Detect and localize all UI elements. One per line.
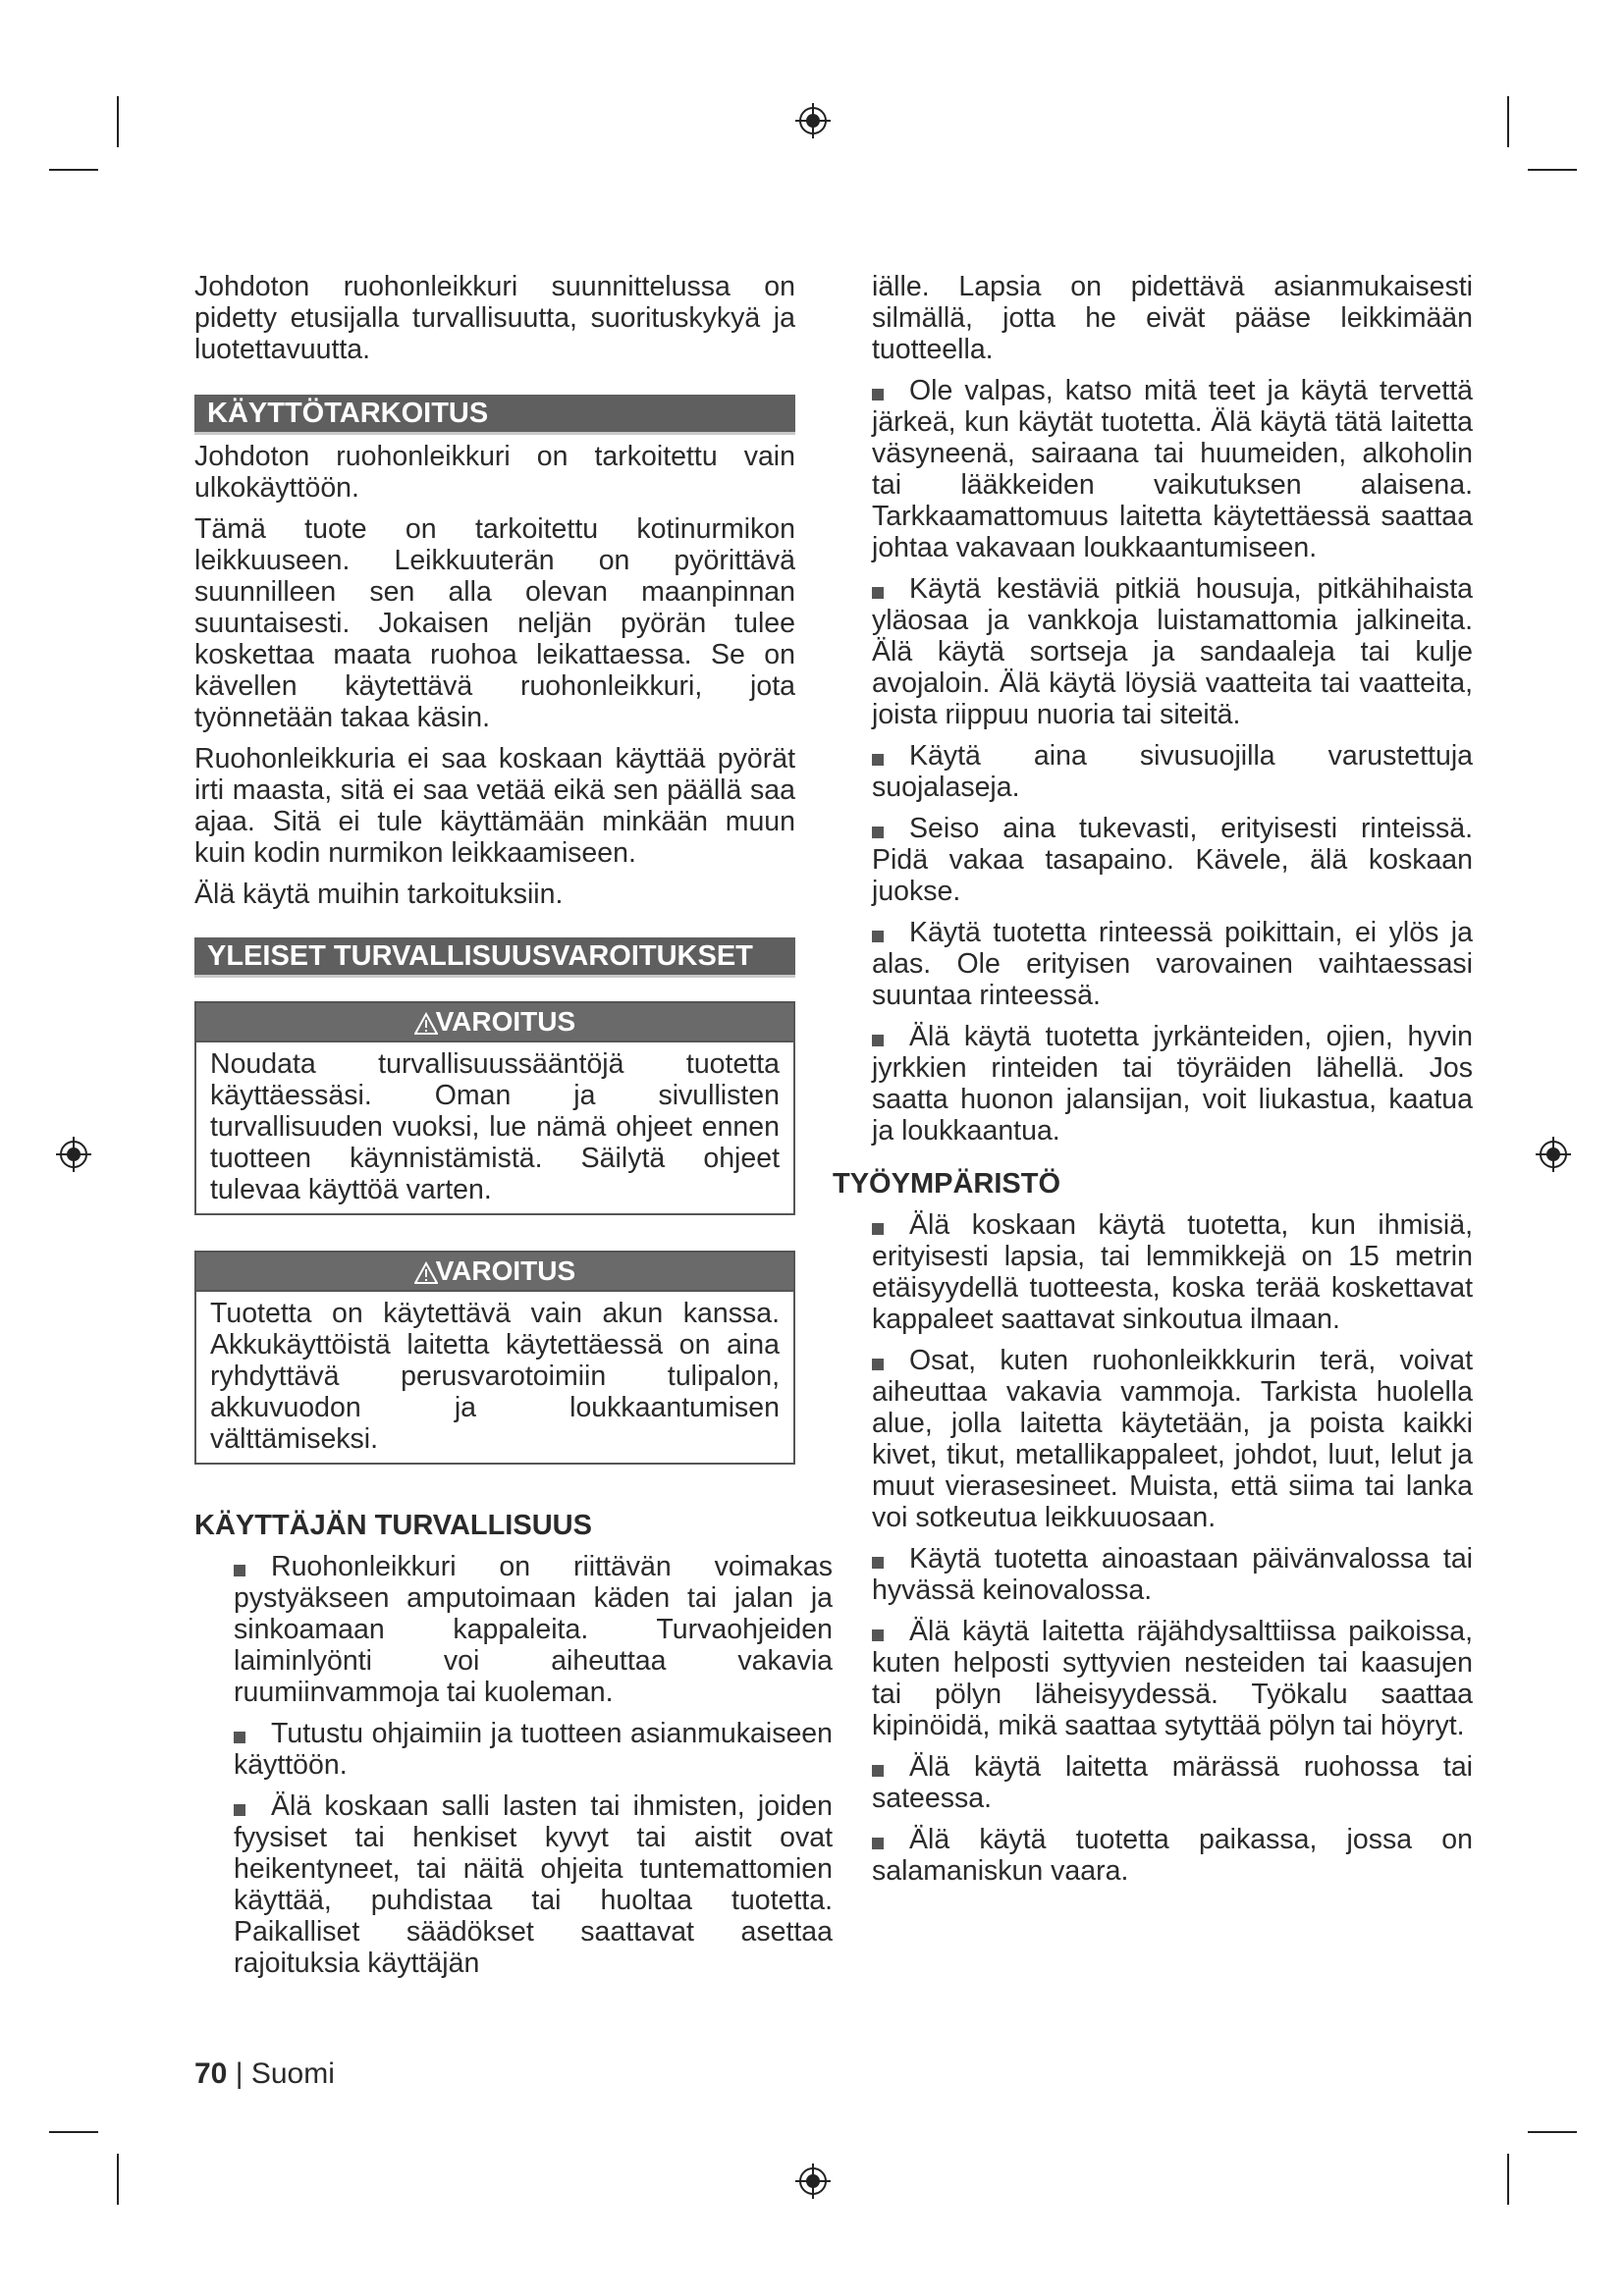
crop-mark-top-right-vertical: [1507, 96, 1509, 147]
list-item: Älä käytä laitetta märässä ruohossa tai sateessa.: [872, 1751, 1473, 1814]
work-area-list: [872, 1209, 1473, 1887]
list-item: Osat, kuten ruohonleikkkurin terä, voivat aiheuttaa vakavia vammoja. Tarkista huolella alue, jolla laitetta käytetään, ja poista kaikki kivet, tikut, metallikappaleet, johdot, luut, lelut ja muut vierasesineet. Muista, että siima tai lanka voi sotkeutua leikkuuosaan.: [872, 1345, 1473, 1533]
registration-mark-icon: [1534, 1135, 1573, 1174]
registration-mark-icon: [793, 2162, 833, 2201]
list-item: Älä käytä tuotetta jyrkänteiden, ojien, hyvin jyrkkien rinteiden tai töyräiden lähellä. Jos saatta huonon jalansijan, voit liukastua, kaatua ja loukkaantua.: [872, 1021, 1473, 1147]
page-footer: [194, 2057, 335, 2091]
left-column: [194, 271, 833, 1989]
list-item: Ruohonleikkuri on riittävän voimakas pystyäkseen amputoimaan käden tai jalan ja sinkoamaan kappaleita. Turvaohjeiden laiminlyönti voi aiheuttaa vakavia ruumiinvammoja tai kuoleman.: [234, 1551, 833, 1708]
footer-separator: |: [235, 2057, 244, 2090]
purpose-paragraph: Tämä tuote on tarkoitettu kotinurmikon leikkuuseen. Leikkuuterän on pyörittävä suunnilleen sen alla olevan maanpinnan suuntaisesti. Jokaisen neljän pyörän tulee koskettaa maata ruohoa leikattaessa. Se on kävellen käytettävä ruohonleikkuri, jota työnnetään takaa käsin.: [194, 513, 795, 733]
warning-text: Tuotetta on käytettävä vain akun kanssa. Akkukäyttöistä laitetta käytettäessä on aina ryhdyttävä perusvarotoimiin tulipalon, akkuvuodon ja loukkaantumisen välttämiseksi.: [210, 1298, 780, 1455]
crop-mark-bottom-left-vertical: [117, 2154, 119, 2205]
purpose-paragraph: Ruohonleikkuria ei saa koskaan käyttää pyörät irti maasta, sitä ei saa vetää eikä sen päällä saa ajaa. Sitä ei tule käyttämään minkään muun kuin kodin nurmikon leikkaamiseen.: [194, 743, 795, 869]
crop-mark-top-right-horizontal: [1528, 169, 1577, 171]
section-header-purpose: KÄYTTÖTARKOITUS: [194, 395, 795, 435]
list-item: Käytä aina sivusuojilla varustettuja suojalaseja.: [872, 740, 1473, 803]
list-item: Ole valpas, katso mitä teet ja käytä tervettä järkeä, kun käytät tuotetta. Älä käytä tätä laitetta väsyneenä, sairaana tai huumeiden, alkoholin tai lääkkeiden vaikutuksen alaisena. Tarkkaamattomuus laitetta käytettäessä saattaa johtaa vakavaan loukkaantumiseen.: [872, 375, 1473, 563]
warning-triangle-icon: [414, 1012, 438, 1036]
purpose-paragraph: Älä käytä muihin tarkoituksiin.: [194, 879, 564, 910]
list-item: Älä koskaan salli lasten tai ihmisten, joiden fyysiset tai henkiset kyvyt tai aistit ovat heikentyneet, tai näitä ohjeita tuntemattomien käyttää, puhdistaa tai huoltaa tuotetta. Paikalliset säädökset saattavat asettaa rajoituksia käyttäjän: [234, 1790, 833, 1979]
crop-mark-top-left-horizontal: [49, 169, 98, 171]
crop-mark-bottom-right-horizontal: [1528, 2131, 1577, 2133]
list-item: Seiso aina tukevasti, erityisesti rinteissä. Pidä vakaa tasapaino. Kävele, älä koskaan juokse.: [872, 813, 1473, 907]
list-item: Älä käytä laitetta räjähdysalttiissa paikoissa, kuten helposti syttyvien nesteiden tai kaasujen tai pölyn läheisyydessä. Työkalu saattaa kipinöidä, mikä saattaa sytyttää pölyn tai höyryt.: [872, 1616, 1473, 1741]
list-item: Älä käytä tuotetta paikassa, jossa on salamaniskun vaara.: [872, 1824, 1473, 1887]
list-item: Käytä kestäviä pitkiä housuja, pitkähihaista yläosaa ja vankkoja luistamattomia jalkineita. Älä käytä sortseja ja sandaaleja tai kulje avojaloin. Älä käytä löysiä vaatteita tai vaatteita, joista riippuu nuoria tai siteitä.: [872, 573, 1473, 730]
right-column: [833, 271, 1473, 1896]
section-header-safety: YLEISET TURVALLISUUSVAROITUKSET: [194, 937, 795, 978]
page-number: 70: [194, 2057, 228, 2090]
list-item: Älä koskaan käytä tuotetta, kun ihmisiä, erityisesti lapsia, tai lemmikkejä on 15 metrin etäisyydellä tuotteesta, koska terää koskettavat kappaleet saattavat sinkoutua ilmaan.: [872, 1209, 1473, 1335]
warning-box: [194, 1251, 795, 1465]
section-header-user-safety: KÄYTTÄJÄN TURVALLISUUS: [194, 1510, 592, 1541]
warning-header: [196, 1003, 793, 1042]
continuation-paragraph: iälle. Lapsia on pidettävä asianmukaisesti silmällä, jotta he eivät pääse leikkimään tuotteella.: [872, 271, 1473, 365]
list-item: Tutustu ohjaimiin ja tuotteen asianmukaiseen käyttöön.: [234, 1718, 833, 1781]
registration-mark-icon: [54, 1135, 93, 1174]
list-item: Käytä tuotetta ainoastaan päivänvalossa tai hyvässä keinovalossa.: [872, 1543, 1473, 1606]
warning-label: VAROITUS: [435, 1006, 576, 1037]
footer-language: Suomi: [250, 2057, 335, 2090]
list-item: Käytä tuotetta rinteessä poikittain, ei ylös ja alas. Ole erityisen varovainen vaihtaessasi suuntaa rinteessä.: [872, 917, 1473, 1011]
crop-mark-bottom-left-horizontal: [49, 2131, 98, 2133]
purpose-paragraph: Johdoton ruohonleikkuri on tarkoitettu vain ulkokäyttöön.: [194, 441, 795, 504]
warning-box: [194, 1001, 795, 1215]
registration-mark-icon: [793, 101, 833, 140]
crop-mark-bottom-right-vertical: [1507, 2154, 1509, 2205]
user-safety-list: [234, 1551, 833, 1979]
user-safety-list-continued: [872, 375, 1473, 1147]
warning-triangle-icon: [414, 1261, 438, 1285]
warning-header: [196, 1253, 793, 1292]
crop-mark-top-left-vertical: [117, 96, 119, 147]
warning-text: Noudata turvallisuussääntöjä tuotetta käyttäessäsi. Oman ja sivullisten turvallisuuden vuoksi, lue nämä ohjeet ennen tuotteen käynnistämistä. Säilytä ohjeet tulevaa käyttöä varten.: [210, 1048, 780, 1205]
intro-paragraph: Johdoton ruohonleikkuri suunnittelussa on pidetty etusijalla turvallisuutta, suorituskykyä ja luotettavuutta.: [194, 271, 795, 365]
section-header-work-area: TYÖYMPÄRISTÖ: [833, 1168, 1061, 1200]
warning-label: VAROITUS: [435, 1255, 576, 1286]
